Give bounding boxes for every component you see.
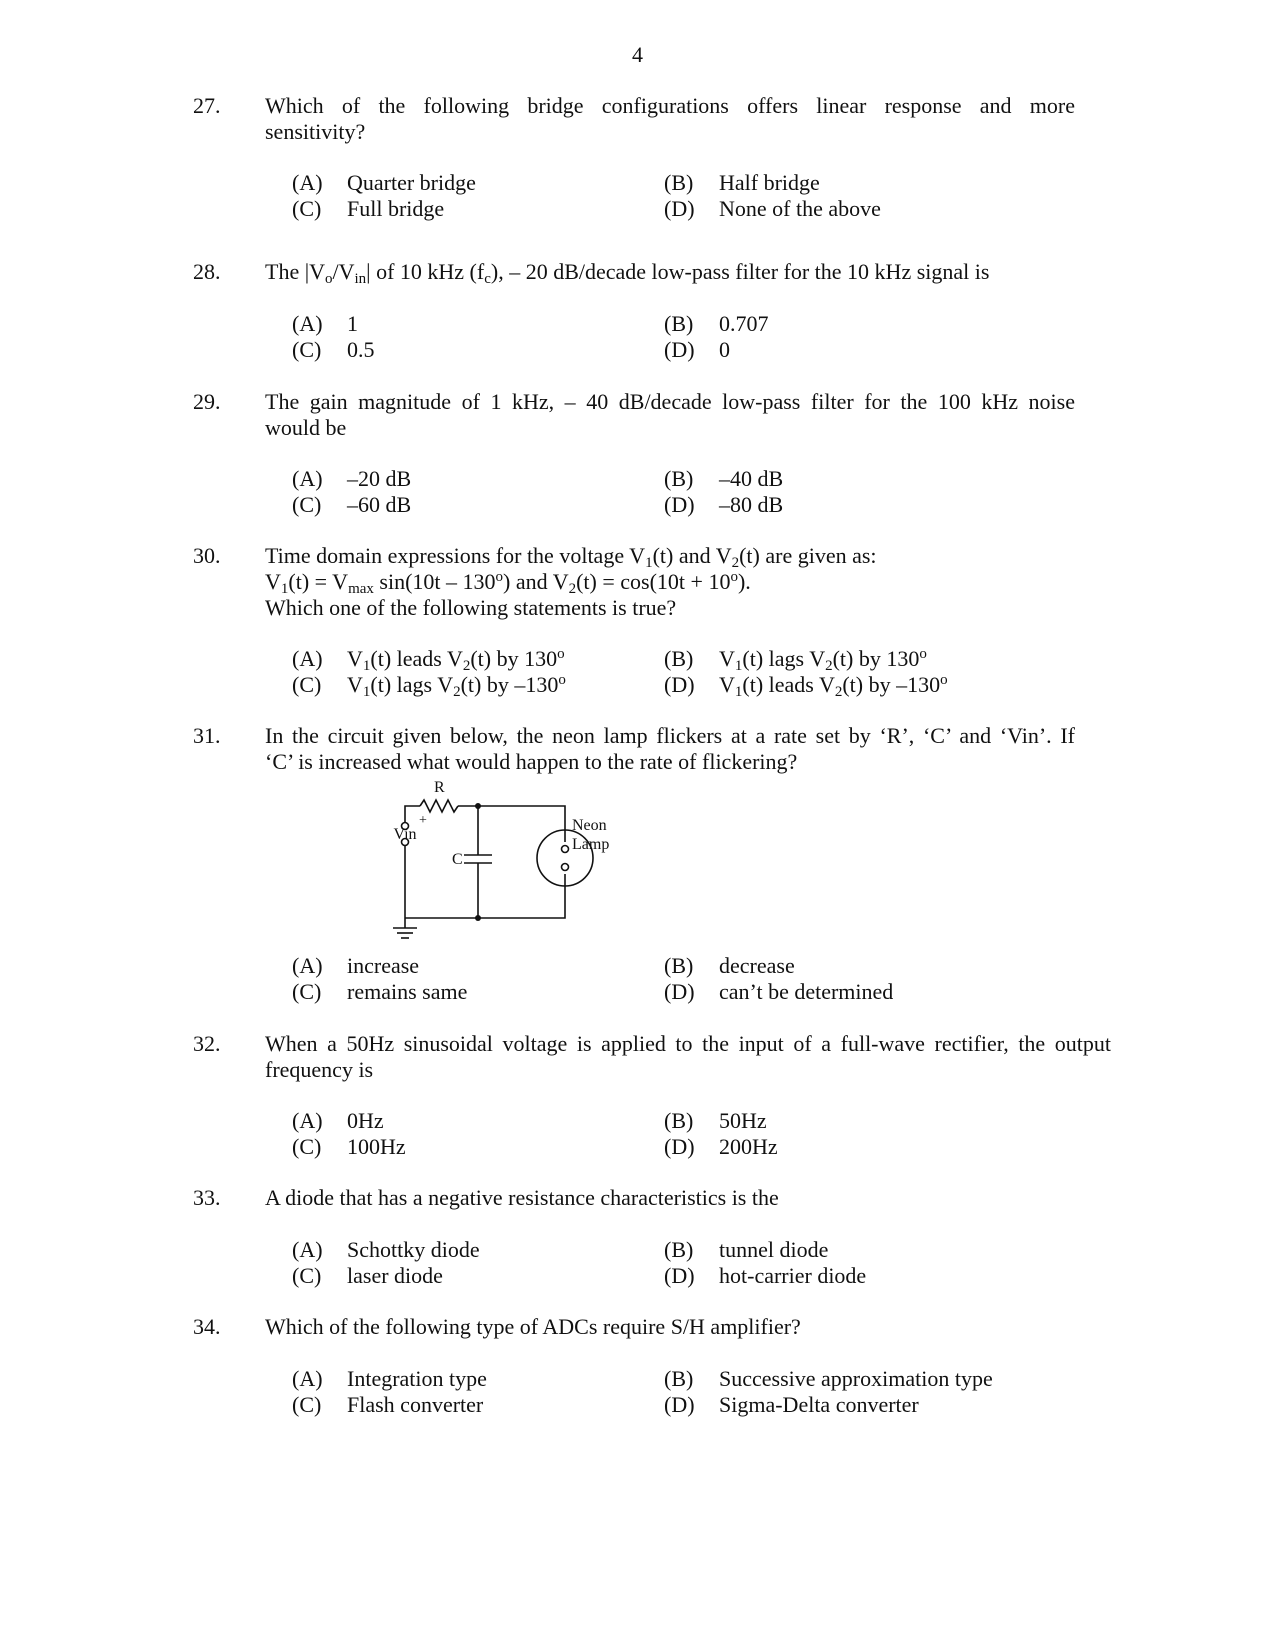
option-d: (D) 0	[664, 337, 730, 362]
question-number: 28.	[193, 259, 221, 284]
option-b: (B) Successive approximation type	[664, 1366, 993, 1391]
option-c: (C) 100Hz	[292, 1134, 406, 1159]
option-c: (C) 0.5	[292, 337, 375, 362]
wire	[405, 806, 420, 822]
wire	[405, 874, 565, 918]
question-number: 29.	[193, 389, 221, 414]
question-text: Which of the following type of ADCs require S/H amplifier?	[265, 1314, 801, 1339]
option-b: (B) –40 dB	[664, 466, 784, 491]
lamp-label: Lamp	[572, 836, 610, 853]
neon-lamp-circuit-diagram	[380, 760, 650, 950]
question-number: 31.	[193, 723, 221, 748]
plus-label: +	[419, 813, 427, 828]
question-text-line: sensitivity?	[265, 119, 366, 144]
option-d: (D) –80 dB	[664, 492, 784, 517]
option-a: (A) Integration type	[292, 1366, 487, 1391]
vin-label: Vin	[393, 826, 417, 843]
option-c: (C) remains same	[292, 979, 468, 1004]
option-a: (A) $V_1(t)$ leads $V_2(t)$ by 130$^o$	[292, 646, 565, 674]
option-d: (D) Sigma-Delta converter	[664, 1392, 919, 1417]
option-d: (D) $V_1(t)$ leads $V_2(t)$ by –130$^o$	[664, 672, 948, 700]
option-b: (B) decrease	[664, 953, 795, 978]
resistor	[420, 800, 458, 812]
wire	[458, 806, 565, 842]
option-c: (C) Flash converter	[292, 1392, 484, 1417]
capacitor-label: C	[452, 851, 463, 868]
lamp-label: Neon	[572, 817, 607, 834]
question-number: 32.	[193, 1031, 221, 1056]
option-b: (B) 0.707	[664, 311, 769, 336]
option-a: (A) Schottky diode	[292, 1237, 480, 1262]
option-c: (C) –60 dB	[292, 492, 412, 517]
option-d: (D) 200Hz	[664, 1134, 778, 1159]
option-b: (B) Half bridge	[664, 170, 820, 195]
option-c: (C) Full bridge	[292, 196, 445, 221]
question-number: 30.	[193, 543, 221, 568]
question-text: In the circuit given below, the neon lamp flickers at a rate set by ‘R’, ‘C’ and ‘Vin’. If ‘C’ is increased what would happen to the rate of flickering?	[265, 723, 1075, 774]
question-text: Time domain expressions for the voltage $V_1(t)$ and $V_2(t)$ are given as: $V_1(t) = V_{max}$ sin(10t – 130$^o$) and $V_2(t) = \cos(10t + 10^o)$. Which one of the following statements is true?	[265, 543, 877, 620]
question-number: 33.	[193, 1185, 221, 1210]
option-b: (B) tunnel diode	[664, 1237, 829, 1262]
option-b: (B) $V_1(t)$ lags $V_2(t)$ by 130$^o$	[664, 646, 927, 674]
question-text: When a 50Hz sinusoidal voltage is applied to the input of a full-wave rectifier, the output frequency is	[265, 1031, 1111, 1082]
option-a: (A) –20 dB	[292, 466, 412, 491]
page-number: 4	[632, 42, 643, 67]
option-d: (D) None of the above	[664, 196, 881, 221]
resistor-label: R	[434, 779, 445, 796]
question-text	[265, 93, 1075, 145]
option-d: (D) can’t be determined	[664, 979, 894, 1004]
question-text: The $|V_o/V_{in}|$ of 10 kHz $(f_c)$, – 20 dB/decade low-pass filter for the 10 kHz signal is	[265, 259, 990, 287]
option-c: (C) laser diode	[292, 1263, 443, 1288]
option-b: (B) 50Hz	[664, 1108, 767, 1133]
question-number: 34.	[193, 1314, 221, 1339]
neon-lamp-electrode	[562, 846, 569, 853]
question-number: 27.	[193, 93, 221, 118]
option-a: (A) 0Hz	[292, 1108, 384, 1133]
option-c: (C) $V_1(t)$ lags $V_2(t)$ by –130$^o$	[292, 672, 566, 700]
option-a: (A) 1	[292, 311, 358, 336]
junction-dot	[475, 803, 481, 809]
option-a: (A) Quarter bridge	[292, 170, 476, 195]
question-text: A diode that has a negative resistance characteristics is the	[265, 1185, 779, 1210]
option-d: (D) hot-carrier diode	[664, 1263, 867, 1288]
question-text: The gain magnitude of 1 kHz, – 40 dB/decade low-pass filter for the 100 kHz noise would be	[265, 389, 1075, 440]
junction-dot	[475, 915, 481, 921]
option-a: (A) increase	[292, 953, 420, 978]
question-text-line: Which of the following bridge configurations offers linear response and more	[265, 93, 1075, 118]
neon-lamp-electrode	[562, 864, 569, 871]
